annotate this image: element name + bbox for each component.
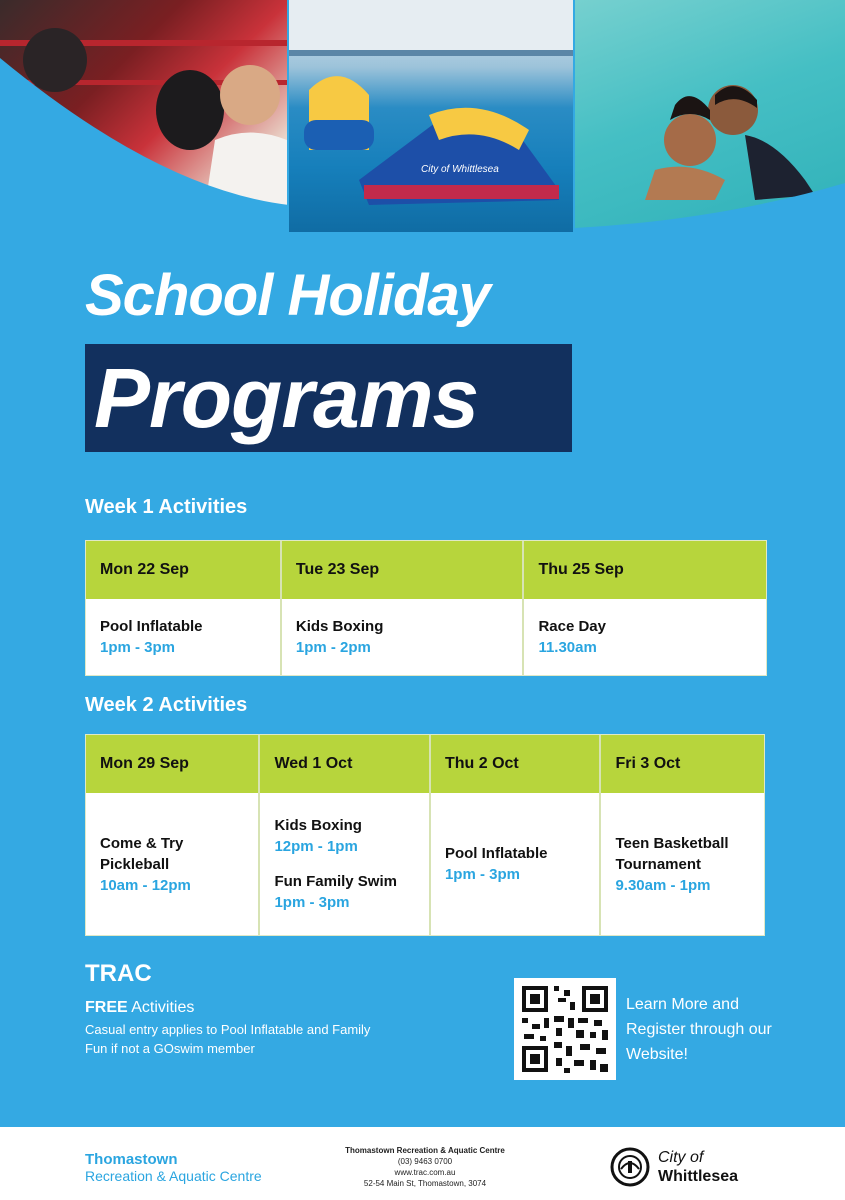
activity-cell xyxy=(260,793,429,935)
activity-cell xyxy=(86,599,280,675)
activity-name: Teen Basketball xyxy=(615,834,729,852)
activities-label: Activities xyxy=(131,999,195,1016)
activity-time: 11.30am xyxy=(538,639,597,656)
footer xyxy=(0,1127,845,1200)
day-header: Thu 25 Sep xyxy=(524,541,766,599)
city-of-whittlesea-logo-icon xyxy=(610,1147,650,1187)
week1-day-column xyxy=(282,541,525,675)
week2-day-column xyxy=(86,735,260,935)
activity-cell xyxy=(601,793,764,935)
activity-time: 1pm - 2pm xyxy=(295,639,371,656)
free-label: FREE xyxy=(85,999,128,1016)
week2-day-column xyxy=(431,735,602,935)
activity-name: Fun Family Swim xyxy=(274,873,397,890)
footer-phone: (03) 9463 0700 xyxy=(397,1157,453,1166)
week1-schedule xyxy=(85,540,767,676)
week1-heading: Week 1 Activities xyxy=(85,496,248,518)
day-header: Fri 3 Oct xyxy=(601,735,764,793)
activity-name: Kids Boxing xyxy=(295,618,384,635)
week2-day-column xyxy=(601,735,764,935)
activity-cell xyxy=(431,793,600,935)
week1-day-column xyxy=(86,541,282,675)
register-call-to-action: Learn More and Register through our Website! xyxy=(626,996,772,1063)
activity-spacer xyxy=(274,857,429,871)
day-header: Thu 2 Oct xyxy=(431,735,600,793)
day-header: Mon 29 Sep xyxy=(86,735,258,793)
pool-banner-text: City of Whittlesea xyxy=(421,164,499,175)
activity-name-cont: Pickleball xyxy=(100,855,170,873)
activity-name: Race Day xyxy=(538,618,606,635)
header-photos xyxy=(0,0,845,240)
activity-time: 1pm - 3pm xyxy=(100,639,176,656)
activity-cell xyxy=(86,793,258,935)
activity-time: 1pm - 3pm xyxy=(274,894,350,911)
header-curve xyxy=(0,0,845,240)
title-school-holiday: School Holiday xyxy=(85,263,490,328)
title-programs: Programs xyxy=(94,351,479,445)
footer-whittlesea: Whittlesea xyxy=(658,1168,739,1185)
activity-time: 10am - 12pm xyxy=(100,876,191,894)
activity-name: Pool Inflatable xyxy=(444,845,548,862)
activity-time: 12pm - 1pm xyxy=(274,838,358,855)
activity-name-cont: Tournament xyxy=(615,855,702,873)
free-activities-line xyxy=(85,999,194,1017)
activity-time: 1pm - 3pm xyxy=(444,866,520,883)
day-header: Mon 22 Sep xyxy=(86,541,280,599)
footer-centre-subname: Recreation & Aquatic Centre xyxy=(85,1168,262,1184)
footer-address: 52-54 Main St, Thomastown, 3074 xyxy=(363,1179,487,1188)
activity-name: Pool Inflatable xyxy=(100,618,203,635)
footer-contact-block xyxy=(325,1145,525,1189)
week2-heading: Week 2 Activities xyxy=(85,694,248,716)
activity-time: 9.30am - 1pm xyxy=(615,876,711,894)
week2-schedule xyxy=(85,734,765,936)
activity-name: Come & Try xyxy=(100,834,184,852)
day-header: Wed 1 Oct xyxy=(260,735,429,793)
footer-centre-name: Thomastown xyxy=(85,1151,178,1168)
qr-code-icon[interactable] xyxy=(514,978,616,1080)
trac-heading: TRAC xyxy=(85,960,152,987)
day-header: Tue 23 Sep xyxy=(282,541,523,599)
week1-day-column xyxy=(524,541,766,675)
footer-city-of: City of xyxy=(658,1149,704,1166)
activity-cell xyxy=(524,599,766,675)
footer-website[interactable]: www.trac.com.au xyxy=(394,1168,456,1177)
week2-day-column xyxy=(260,735,431,935)
activity-name: Kids Boxing xyxy=(274,817,362,834)
casual-entry-note: Casual entry applies to Pool Inflatable and Family Fun if not a GOswim member xyxy=(85,1022,371,1056)
footer-centre-title: Thomastown Recreation & Aquatic Centre xyxy=(345,1146,505,1155)
activity-cell xyxy=(282,599,523,675)
